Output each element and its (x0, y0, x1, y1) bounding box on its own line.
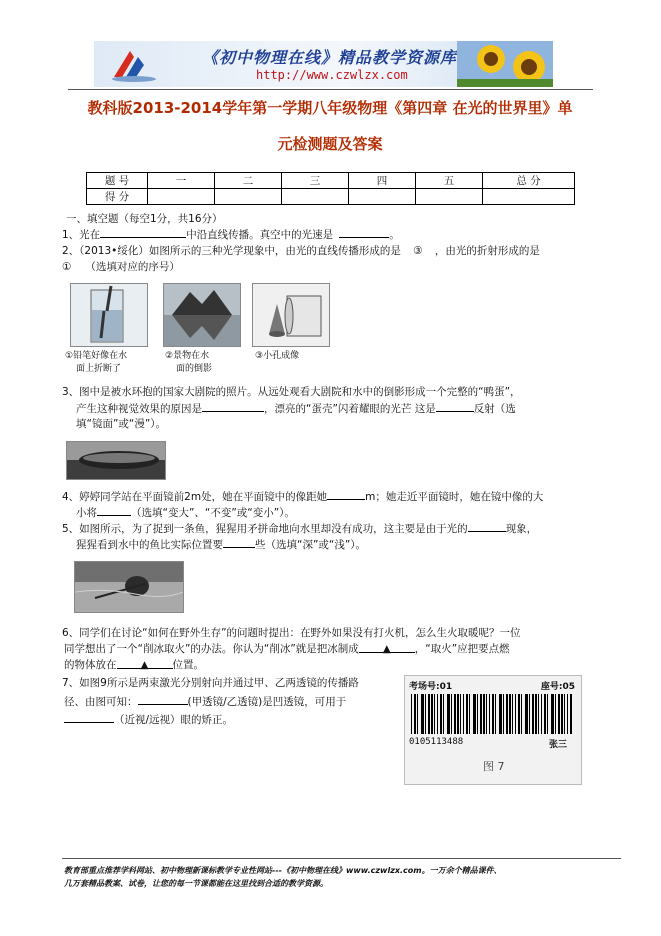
question-6-line3 (64, 658, 204, 672)
q6-text-a: 同学想出了一个“削冰取火”的办法。你认为“削冰”就是把冰制成 (64, 643, 359, 655)
question-1 (62, 227, 400, 242)
score-header-cell: 题 号 (87, 173, 148, 189)
answer-blank (97, 505, 131, 516)
answer-blank (64, 712, 114, 723)
banner-title: 《初中物理在线》精品教学资源库 (202, 48, 458, 67)
figure-caption: ②景物在水 (165, 351, 210, 361)
figure-caption: ①铅笔好像在水 (65, 351, 128, 361)
pencil-in-water-image (70, 283, 148, 347)
q2-answer-1: ③ (413, 245, 423, 257)
score-table (86, 172, 575, 205)
barcode-graphic (409, 694, 577, 734)
header-rule (68, 89, 593, 90)
score-cell (483, 189, 575, 205)
footer-line2: 几万套精品教案、试卷，让您的每一节课都能在这里找到合适的教学资源。 (64, 879, 328, 888)
section-heading: 一、填空题（每空1分，共16分） (66, 213, 223, 225)
site-banner (94, 41, 553, 87)
score-cell (215, 189, 282, 205)
q2-answer-2: ① (62, 261, 72, 273)
barcode-number: 0105113488 (409, 737, 464, 747)
answer-blank (339, 227, 389, 238)
q2-text-a: 2、（2013•绥化）如图所示的三种光学现象中，由光的直线传播形成的是 (62, 245, 401, 257)
score-header-cell: 一 (148, 173, 215, 189)
q2-text-c: （选填对应的序号） (85, 261, 180, 273)
score-cell (416, 189, 483, 205)
figure-caption: 面的倒影 (176, 364, 213, 374)
score-table-score-row (87, 189, 575, 205)
national-theater-image (66, 441, 166, 480)
question-4-line2 (76, 505, 295, 520)
question-7-line3 (64, 712, 233, 727)
question-6-line2 (64, 642, 510, 656)
triangle-marker-icon: ▲ (140, 659, 149, 671)
answer-blank (100, 227, 186, 238)
question-3-line2 (76, 401, 516, 416)
sunflower-icon (457, 41, 553, 87)
q3-text-a: 产生这种视觉效果的原因是 (76, 403, 202, 415)
q4-text-c: 小将 (76, 507, 97, 519)
q3-text-c: 反射（选 (473, 403, 516, 415)
answer-blank (138, 694, 188, 705)
q6-text-c: 的物体放在 (64, 659, 117, 671)
score-header-cell: 五 (416, 173, 483, 189)
score-header-cell: 总 分 (483, 173, 575, 189)
q1-text-a: 1、光在 (62, 229, 101, 241)
q3-text-b: ，漂亮的“蛋壳”闪着耀眼的光芒 这是 (264, 403, 436, 415)
answer-blank (117, 658, 173, 669)
score-cell (349, 189, 416, 205)
question-7-line2 (64, 694, 346, 709)
score-header-cell: 三 (282, 173, 349, 189)
score-row-label: 得 分 (87, 189, 148, 205)
answer-blank (223, 537, 255, 548)
q7-text-c: （近视/远视）眼的矫正。 (114, 714, 234, 726)
q7-text-a: 径、由图可知： (64, 696, 138, 708)
exam-room-number: 考场号:01 (409, 682, 453, 692)
q1-text-c: 。 (389, 229, 400, 241)
score-table-header-row (87, 173, 575, 189)
question-2-line2 (62, 260, 180, 274)
q4-text-d: （选填“变大”、“不变”或“变小”）。 (131, 507, 295, 519)
figure-caption: ③小孔成像 (255, 351, 300, 361)
q5-text-d: 些（选填“深”或“浅”）。 (255, 539, 367, 551)
question-5-line2 (76, 537, 366, 552)
question-3-line3: 填“镜面”或“漫”）。 (76, 418, 167, 430)
footer-rule (62, 858, 621, 859)
triangle-marker-icon: ▲ (382, 643, 391, 655)
figure-caption: 面上折断了 (76, 364, 122, 374)
figure-label: 图 7 (483, 760, 505, 773)
answer-blank (468, 521, 506, 532)
q5-text-a: 5、如图所示，为了捉到一条鱼，猩猩用矛拼命地向水里却没有成功，这主要是由于光的 (62, 523, 468, 535)
q4-text-a: 4、婷婷同学站在平面镜前2m处，她在平面镜中的像距她 (62, 491, 328, 503)
question-3: 3、图中是被水环抱的国家大剧院的照片。从远处观看大剧院和水中的倒影形成一个完整的“鸭蛋”， (62, 386, 521, 398)
q2-text-b: ，由光的折射形成的是 (434, 245, 540, 257)
q6-text-b: ，“取火”应把要点燃 (414, 643, 510, 655)
page-title-line1: 教科版2013-2014学年第一学期八年级物理《第四章 在光的世界里》单 (87, 99, 573, 117)
answer-blank (327, 489, 365, 500)
student-name: 张三 (548, 740, 567, 750)
score-cell (148, 189, 215, 205)
pinhole-image (252, 283, 330, 347)
banner-url: http://www.czwlzx.com (256, 68, 408, 82)
footer-line1: 教育部重点推荐学科网站、初中物理新课标教学专业性网站---《初中物理在线》www.czwlzx.com。一万余个精品课件、 (64, 866, 502, 875)
score-cell (282, 189, 349, 205)
score-header-cell: 四 (349, 173, 416, 189)
question-7: 7、如图9所示是两束激光分别射向并通过甲、乙两透镜的传播路 (62, 677, 359, 689)
q1-text-b: 中沿直线传播。真空中的光速是 (186, 229, 334, 241)
barcode-card (404, 675, 582, 785)
q5-text-c: 猩猩看到水中的鱼比实际位置要 (76, 539, 223, 551)
question-2 (62, 244, 540, 258)
q4-text-b: m；她走近平面镜时，她在镜中像的大 (365, 491, 544, 503)
page-title-line2: 元检测题及答案 (277, 135, 383, 153)
q7-text-b: (甲透镜/乙透镜)是凹透镜，可用于 (187, 696, 347, 708)
site-logo-icon (108, 47, 160, 83)
orangutan-fishing-image (74, 561, 184, 613)
answer-blank (359, 642, 415, 653)
answer-blank (202, 401, 264, 412)
question-4 (62, 489, 543, 504)
question-5 (62, 521, 537, 536)
reflection-image (163, 283, 241, 347)
q6-text-d: 位置。 (172, 659, 204, 671)
question-6: 6、同学们在讨论“如何在野外生存”的问题时提出：在野外如果没有打火机，怎么生火取暖呢？一位 (62, 627, 521, 639)
seat-number: 座号:05 (540, 682, 575, 692)
answer-blank (436, 401, 474, 412)
score-header-cell: 二 (215, 173, 282, 189)
q5-text-b: 现象， (505, 523, 538, 535)
